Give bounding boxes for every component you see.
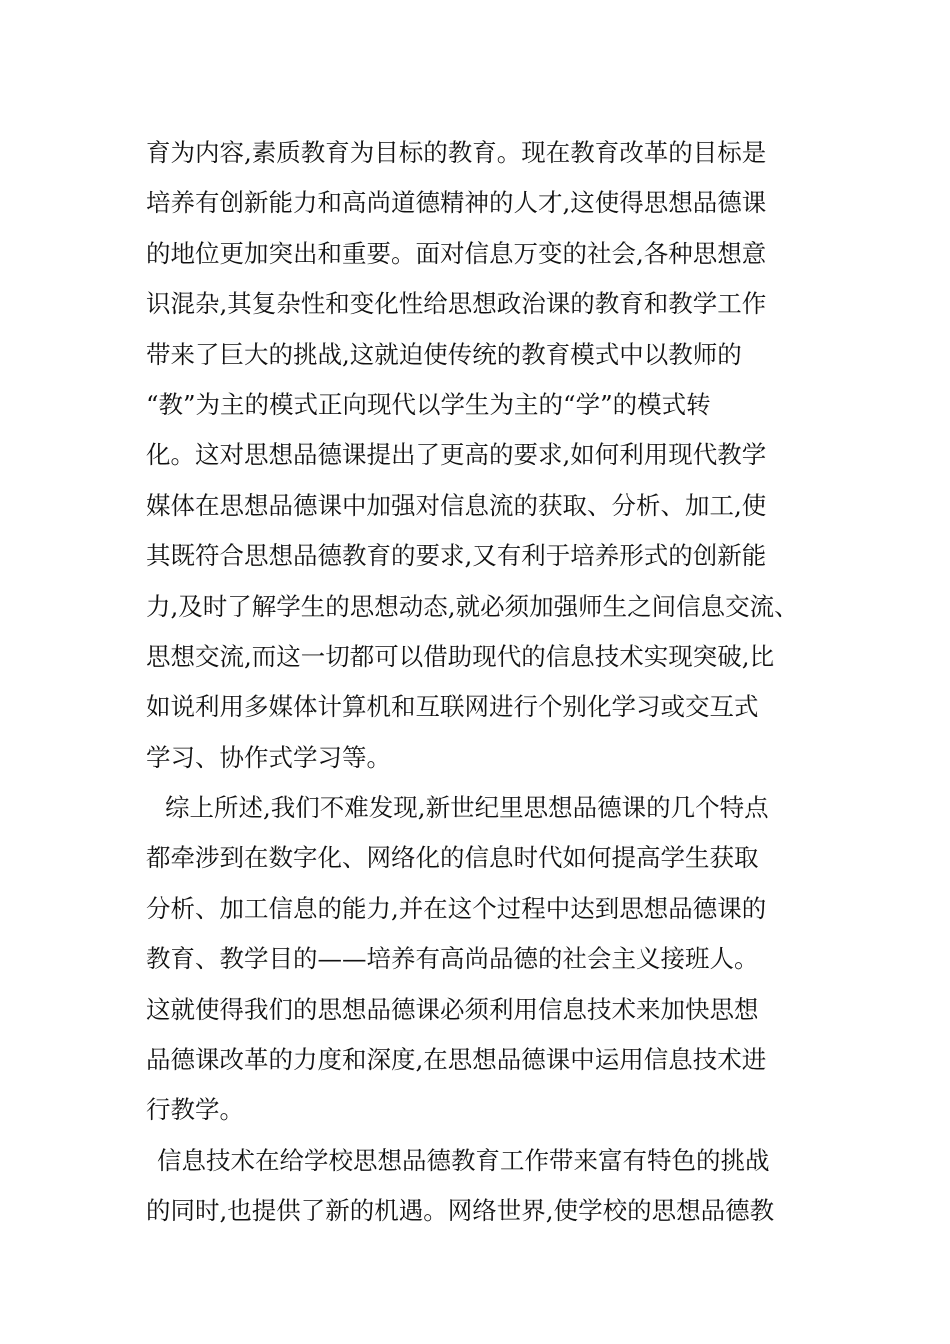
text-line: 识混杂,其复杂性和变化性给思想政治课的教育和教学工作 (146, 289, 767, 319)
text-line: 教育、教学目的——培养有高尚品德的社会主义接班人。 (146, 944, 759, 974)
text-line: 学习、协作式学习等。 (146, 742, 391, 772)
text-line: 都牵涉到在数字化、网络化的信息时代如何提高学生获取 (146, 843, 759, 873)
text-line: 的同时,也提供了新的机遇。网络世界,使学校的思想品德教 (146, 1196, 775, 1226)
text-line: 培养有创新能力和高尚道德精神的人才,这使得思想品德课 (146, 188, 767, 218)
text-line: 带来了巨大的挑战,这就迫使传统的教育模式中以教师的 (146, 339, 742, 369)
body-text (146, 132, 816, 1241)
text-line: 化。这对思想品德课提出了更高的要求,如何利用现代教学 (146, 440, 767, 470)
text-line: 这就使得我们的思想品德课必须利用信息技术来加快思想 (146, 994, 759, 1024)
text-line: “教”为主的模式正向现代以学生为主的“学”的模式转 (146, 389, 711, 419)
text-line: 的地位更加突出和重要。面对信息万变的社会,各种思想意 (146, 238, 767, 268)
text-line: 品德课改革的力度和深度,在思想品德课中运用信息技术进 (146, 1045, 767, 1075)
paragraph-start-line: 信息技术在给学校思想品德教育工作带来富有特色的挑战 (157, 1145, 770, 1175)
text-line: 分析、加工信息的能力,并在这个过程中达到思想品德课的 (146, 893, 767, 923)
text-line: 力,及时了解学生的思想动态,就必须加强师生之间信息交流、 (146, 591, 799, 621)
text-line: 其既符合思想品德教育的要求,又有利于培养形式的创新能 (146, 541, 767, 571)
text-line: 媒体在思想品德课中加强对信息流的获取、分析、加工,使 (146, 490, 767, 520)
text-line: 思想交流,而这一切都可以借助现代的信息技术实现突破,比 (146, 641, 775, 671)
text-line: 行教学。 (146, 1095, 244, 1125)
text-line: 育为内容,素质教育为目标的教育。现在教育改革的目标是 (146, 138, 767, 167)
text-line: 如说利用多媒体计算机和互联网进行个别化学习或交互式 (146, 692, 759, 722)
paragraph-start-line: 综上所述,我们不难发现,新世纪里思想品德课的几个特点 (165, 793, 769, 823)
